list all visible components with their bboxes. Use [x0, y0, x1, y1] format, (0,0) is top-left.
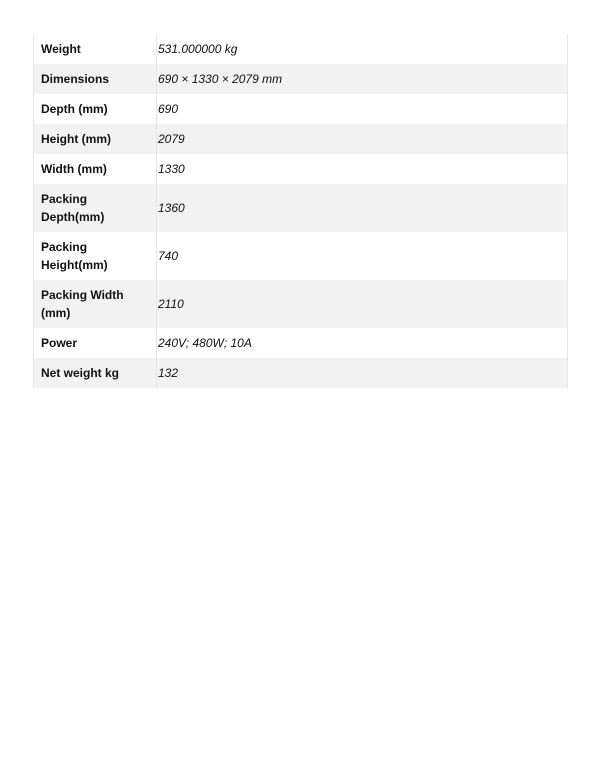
spec-row-net-weight [34, 358, 568, 388]
spec-value: 2079 [157, 124, 568, 154]
spec-row-width [34, 154, 568, 184]
specifications-table [33, 34, 568, 388]
spec-row-packing-width [34, 280, 568, 328]
spec-label: Width (mm) [34, 154, 157, 184]
spec-label: Height (mm) [34, 124, 157, 154]
spec-label: Power [34, 328, 157, 358]
spec-row-height [34, 124, 568, 154]
spec-value: 240V; 480W; 10A [157, 328, 568, 358]
spec-label: Dimensions [34, 64, 157, 94]
spec-value: 690 × 1330 × 2079 mm [157, 64, 568, 94]
spec-row-weight [34, 34, 568, 64]
spec-value: 132 [157, 358, 568, 388]
spec-value: 2110 [157, 280, 568, 328]
spec-row-depth [34, 94, 568, 124]
spec-label: Packing Height(mm) [34, 232, 157, 280]
spec-row-power [34, 328, 568, 358]
spec-row-packing-depth [34, 184, 568, 232]
spec-row-dimensions [34, 64, 568, 94]
spec-label: Net weight kg [34, 358, 157, 388]
spec-value: 690 [157, 94, 568, 124]
spec-label: Packing Depth(mm) [34, 184, 157, 232]
spec-value: 740 [157, 232, 568, 280]
spec-value: 1360 [157, 184, 568, 232]
spec-label: Depth (mm) [34, 94, 157, 124]
spec-value: 531.000000 kg [157, 34, 568, 64]
spec-value: 1330 [157, 154, 568, 184]
spec-label: Packing Width (mm) [34, 280, 157, 328]
spec-label: Weight [34, 34, 157, 64]
spec-row-packing-height [34, 232, 568, 280]
